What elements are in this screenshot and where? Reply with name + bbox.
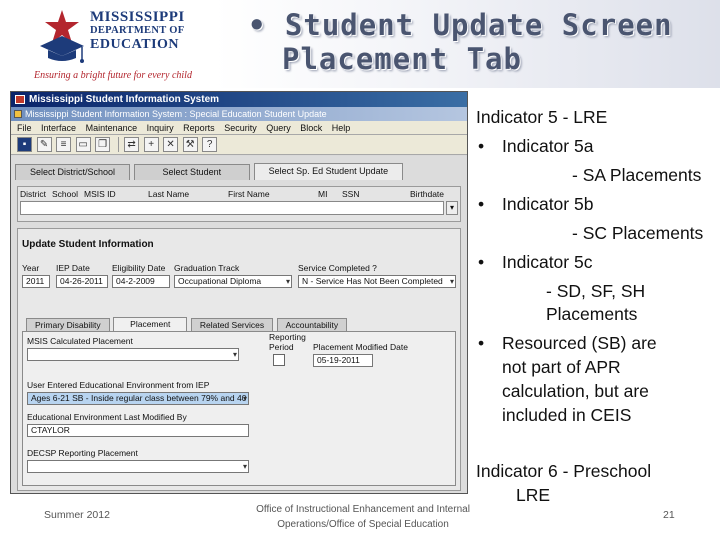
logo-line-2: DEPARTMENT OF (90, 25, 185, 36)
student-record-field[interactable] (20, 201, 444, 215)
decsp-reporting-placement-label: DECSP Reporting Placement (27, 448, 138, 458)
reporting-period-checkbox[interactable] (273, 354, 285, 366)
msis-calculated-placement-label: MSIS Calculated Placement (27, 336, 133, 346)
search-header-district: District (20, 189, 46, 199)
page-number: 21 (663, 509, 675, 521)
indicator-5c-detail: - SD, SF, SH (546, 281, 646, 301)
help-icon[interactable]: ? (202, 137, 217, 152)
indicator-5-heading: Indicator 5 - LRE (476, 107, 608, 127)
service-completed-dropdown[interactable]: N - Service Has Not Been Completed ▾ (298, 275, 456, 288)
insert-icon[interactable]: + (144, 137, 159, 152)
resourced-note-line-2: not part of APR (502, 357, 621, 377)
mde-emblem-icon (36, 6, 88, 64)
scroll-down-icon[interactable]: ▾ (446, 201, 458, 215)
placement-modified-date-field[interactable]: 05-19-2011 (313, 354, 373, 367)
reporting-period-label-2: Period (269, 342, 294, 352)
update-student-title: Update Student Information (22, 239, 154, 250)
menu-file[interactable]: File (17, 123, 32, 133)
eligibility-date-label: Eligibility Date (112, 263, 166, 273)
menu-query[interactable]: Query (266, 123, 291, 133)
footer-office-line-2: Operations/Office of Special Education (277, 519, 449, 530)
menu-block[interactable]: Block (300, 123, 323, 133)
logo-line-1: MISSISSIPPI (90, 9, 185, 25)
search-header-first-name: First Name (228, 189, 270, 199)
year-field[interactable]: 2011 (22, 275, 50, 288)
footer-office (238, 502, 488, 532)
bullet-5a: • (478, 136, 485, 156)
msis-calculated-placement-field[interactable] (27, 348, 239, 361)
tab-select-district-school[interactable]: Select District/School (15, 164, 130, 180)
graduation-track-label: Graduation Track (174, 263, 240, 273)
app-window-icon (15, 95, 25, 104)
tools-icon[interactable]: ⚒ (183, 137, 198, 152)
indicator-6-heading-2: LRE (516, 485, 551, 505)
student-search-panel (17, 186, 461, 222)
indicator-5b-detail: - SC Placements (572, 223, 704, 243)
bullet-5c: • (478, 252, 485, 272)
reporting-period-label: Reporting (269, 332, 306, 342)
menu-security[interactable]: Security (224, 123, 257, 133)
indicator-6-heading: Indicator 6 - Preschool (476, 461, 652, 481)
slide-title (248, 8, 708, 76)
search-header-last-name: Last Name (148, 189, 190, 199)
search-header-mi: MI (318, 189, 328, 199)
slide-title-line-1: • Student Update Screen (248, 8, 673, 42)
form-title-bar (11, 107, 467, 121)
tab-primary-disability[interactable]: Primary Disability (26, 318, 110, 332)
tab-placement[interactable]: Placement (113, 317, 187, 332)
indicator-5a-detail: - SA Placements (572, 165, 702, 185)
mde-logo (30, 6, 210, 84)
indicator-5c: Indicator 5c (502, 252, 593, 272)
search-header-school: School (52, 189, 78, 199)
logo-line-3: EDUCATION (90, 37, 180, 52)
iep-date-label: IEP Date (56, 263, 90, 273)
search-header-msis-id: MSIS ID (84, 189, 116, 199)
bullet-resourced: • (478, 333, 485, 353)
menu-help[interactable]: Help (331, 123, 351, 133)
resourced-note-line-1: Resourced (SB) are (502, 333, 657, 353)
menu-reports[interactable]: Reports (183, 123, 215, 133)
print-icon[interactable]: ▭ (76, 137, 91, 152)
sub-tab-strip (26, 317, 348, 331)
footer-date: Summer 2012 (44, 509, 110, 521)
environment-modified-by-field: CTAYLOR (27, 424, 249, 437)
form-title: Mississippi Student Information System : Special Education Student Update (25, 109, 327, 119)
year-label: Year (22, 263, 40, 273)
tab-accountability[interactable]: Accountability (277, 318, 347, 332)
indicator-5c-detail-2: Placements (546, 304, 638, 324)
app-title-bar (11, 92, 467, 107)
logo-wordmark (90, 10, 185, 52)
bullet-5b: • (478, 194, 485, 214)
footer-office-line-1: Office of Instructional Enhancement and Internal (256, 504, 470, 515)
app-content (11, 156, 467, 493)
edit-icon[interactable]: ✎ (37, 137, 52, 152)
service-completed-label: Service Completed ? (298, 263, 377, 273)
save-icon[interactable]: ▪ (17, 137, 32, 152)
user-entered-environment-dropdown[interactable]: Ages 6-21 SB - Inside regular class between 79% and 40 ▾ (27, 392, 249, 405)
search-header-ssn: SSN (342, 189, 360, 199)
placement-modified-date-label: Placement Modified Date (313, 342, 408, 352)
environment-modified-by-label: Educational Environment Last Modified By (27, 412, 187, 422)
graduation-track-dropdown[interactable]: Occupational Diploma ▾ (174, 275, 292, 288)
decsp-reporting-placement-field[interactable] (27, 460, 249, 473)
list-icon[interactable]: ≡ (56, 137, 71, 152)
eligibility-date-field[interactable]: 04-2-2009 (112, 275, 170, 288)
iep-date-field[interactable]: 04-26-2011 (56, 275, 108, 288)
menu-bar (11, 121, 467, 135)
msis-app-window (10, 91, 468, 494)
toolbar (11, 135, 467, 155)
toolbar-separator (118, 137, 119, 152)
tab-sped-student-update[interactable]: Select Sp. Ed Student Update (254, 163, 404, 180)
menu-inquiry[interactable]: Inquiry (146, 123, 174, 133)
app-title: Mississippi Student Information System (29, 94, 220, 105)
user-entered-environment-label: User Entered Educational Environment from IEP (27, 380, 210, 390)
search-header-birthdate: Birthdate (410, 189, 445, 199)
delete-icon[interactable]: ✕ (163, 137, 178, 152)
resourced-note-line-4: included in CEIS (502, 405, 632, 425)
top-tab-strip (15, 163, 404, 179)
tab-select-student[interactable]: Select Student (134, 164, 251, 180)
update-student-panel (17, 228, 461, 491)
menu-maintenance[interactable]: Maintenance (85, 123, 138, 133)
placement-tab-body (22, 331, 456, 486)
slide-title-line-2: Placement Tab (282, 42, 522, 76)
menu-interface[interactable]: Interface (41, 123, 77, 133)
logo-tagline: Ensuring a bright future for every child (34, 70, 192, 81)
indicator-5a: Indicator 5a (502, 136, 594, 156)
resourced-note-line-3: calculation, but are (502, 381, 649, 401)
copy-icon[interactable]: ❐ (95, 137, 110, 152)
move-icon[interactable]: ⇄ (124, 137, 139, 152)
form-window-icon (14, 110, 22, 118)
tab-related-services[interactable]: Related Services (191, 318, 273, 332)
indicator-5b: Indicator 5b (502, 194, 594, 214)
